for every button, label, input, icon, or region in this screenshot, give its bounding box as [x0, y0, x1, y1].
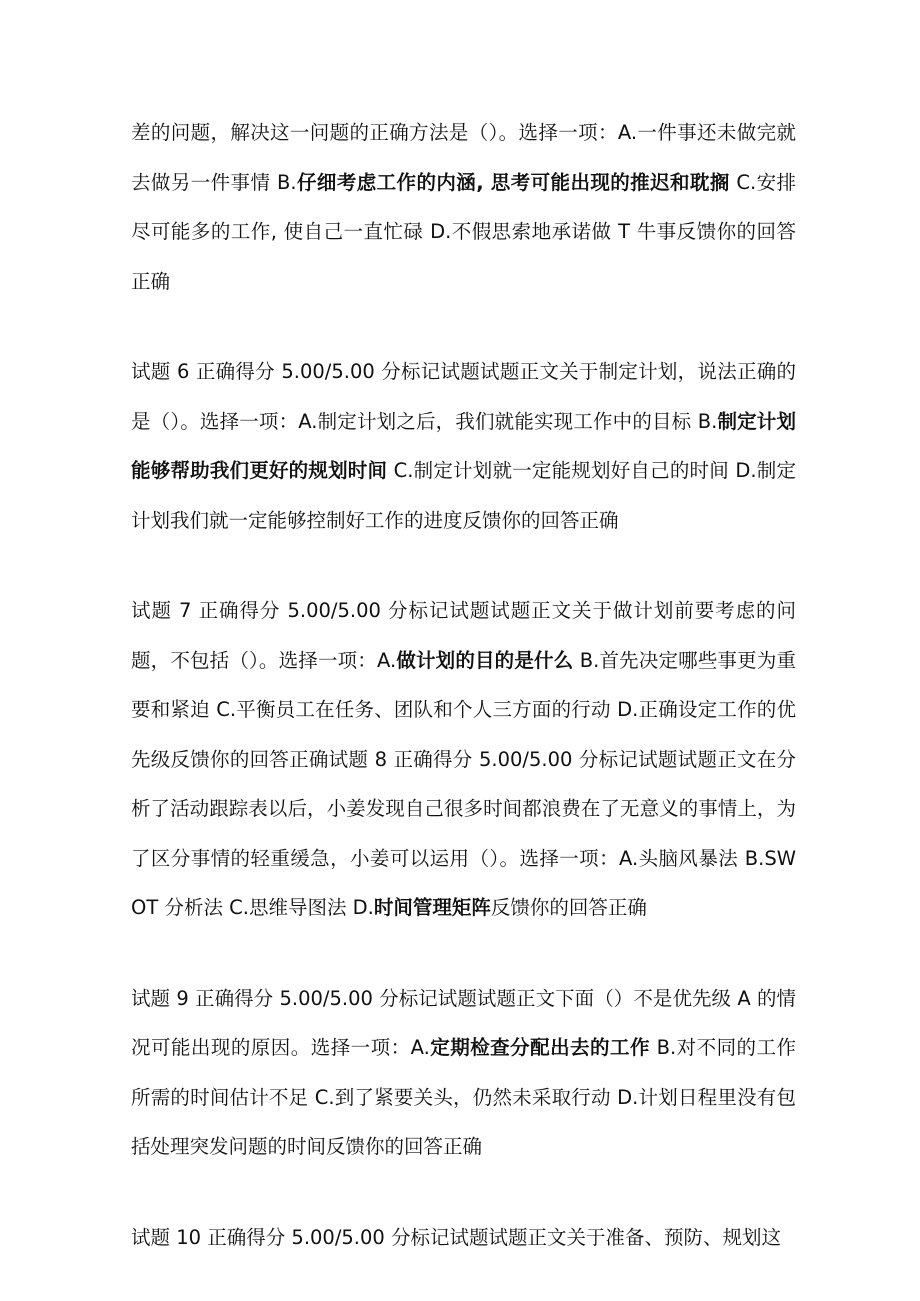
paragraph-2: [131, 347, 796, 545]
paragraph-2-text-2: C.制定计划就一定能规划好自己的时间 D.制定计划我们就一定能够控制好工作的进度反馈你的回答正确: [131, 459, 796, 532]
paragraph-1-text-1: 差的问题，解决这一问题的正确方法是（）。选择一项：A.一件事还未做完就去做另一件事情 B.: [131, 121, 796, 194]
paragraph-3: [131, 586, 796, 933]
paragraph-4-answer: 定期检查分配出去的工作: [429, 1036, 650, 1059]
paragraph-1: [131, 108, 796, 306]
paragraph-1-answer: 仔细考虑工作的内涵, 思考可能出现的推迟和耽搁: [296, 170, 730, 194]
paragraph-3-answer-2: 时间管理矩阵: [373, 896, 491, 919]
paragraph-3-text-2: B.首先决定哪些事更为重要和紧迫 C.平衡员工在任务、团队和个人三方面的行动 D.正确设定工作的优先级反馈你的回答正确试题 8 正确得分 5.00/5.00 分标记试题试题正文在分析了活动跟踪表以后，小姜发现自己很多时间都浪费在了无意义的事情上，为了区分事情的轻重缓急，小姜可以运用（）。选择一项：A.头脑风暴法 B.SWOT 分析法 C.思维导图法 D.: [131, 648, 796, 919]
paragraph-4-text-1: 试题 9 正确得分 5.00/5.00 分标记试题试题正文下面（）不是优先级 A 的情况可能出现的原因。选择一项：A.: [131, 986, 796, 1059]
paragraph-1-text-2: C.安排尽可能多的工作, 使自己一直忙碌 D.不假思索地承诺做 T 牛事反馈你的回答正确: [131, 170, 796, 293]
paragraph-2-answer: 制定计划能够帮助我们更好的规划时间: [131, 409, 796, 482]
paragraph-3-text-1: 试题 7 正确得分 5.00/5.00 分标记试题试题正文关于做计划前要考虑的问题，不包括（）。选择一项：A.: [131, 599, 796, 672]
paragraph-2-text-1: 试题 6 正确得分 5.00/5.00 分标记试题试题正文关于制定计划，说法正确的是（）。选择一项：A.制定计划之后，我们就能实现工作中的目标 B.: [131, 360, 796, 433]
paragraph-3-text-3: 反馈你的回答正确: [490, 896, 647, 919]
paragraph-5: [131, 1213, 796, 1263]
paragraph-4: [131, 974, 796, 1172]
paragraph-5-text-1: 试题 10 正确得分 5.00/5.00 分标记试题试题正文关于准备、预防、规划这: [131, 1225, 782, 1249]
paragraph-4-text-2: B.对不同的工作所需的时间估计不足 C.到了紧要关头，仍然未采取行动 D.计划日程里没有包括处理突发问题的时间反馈你的回答正确: [131, 1036, 796, 1158]
paragraph-3-answer-1: 做计划的目的是什么: [396, 648, 574, 672]
